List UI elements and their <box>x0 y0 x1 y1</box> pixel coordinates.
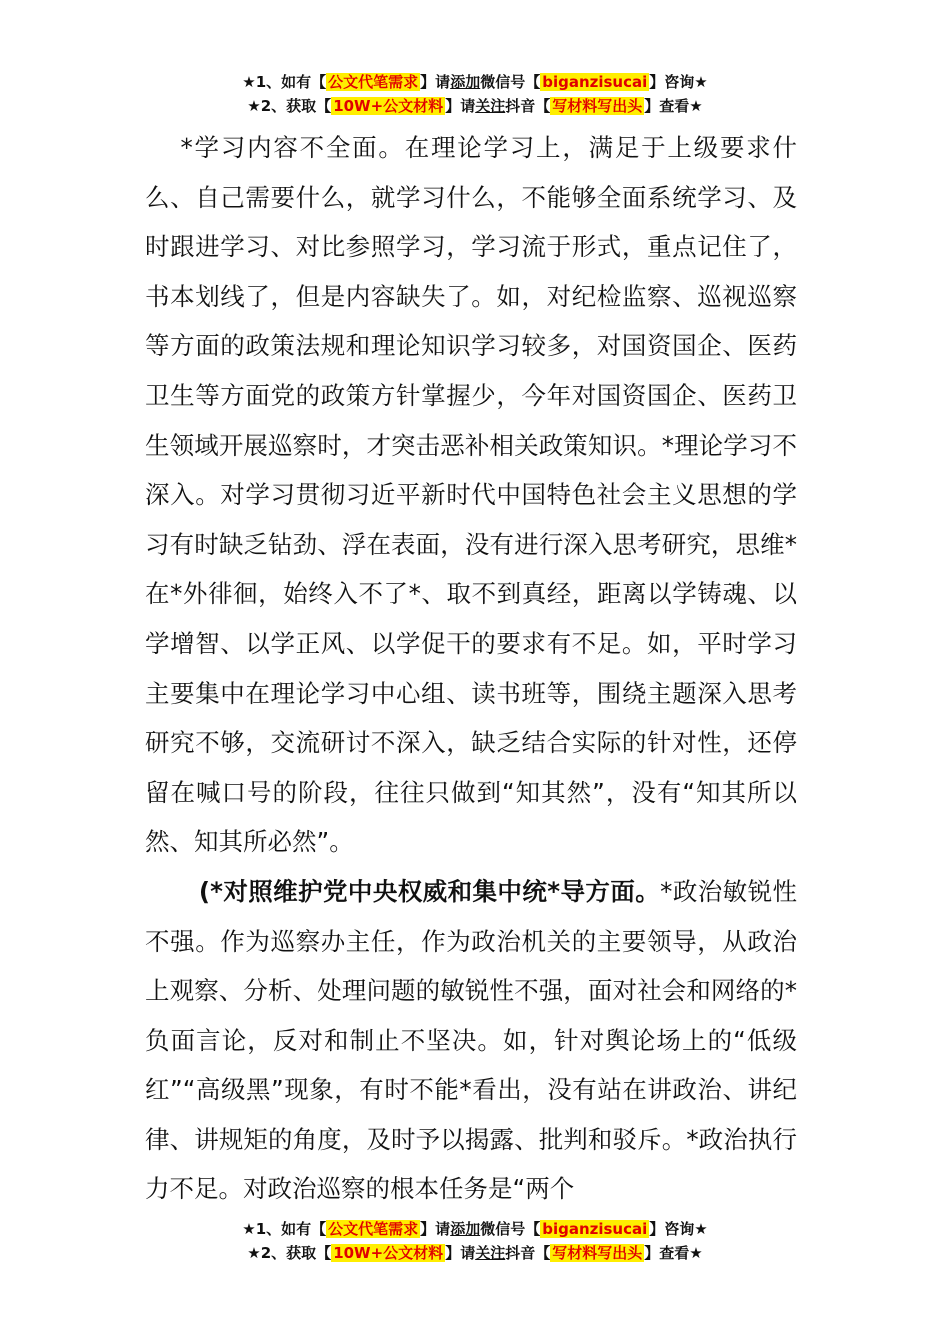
header-banner <box>0 70 950 118</box>
materials-highlight: 10W+公文材料 <box>333 1244 444 1262</box>
section-text: *政治敏锐性不强。作为巡察办主任，作为政治机关的主要领导，从政治上观察、分析、处理问题的敏锐性不强，面对社会和网络的*负面言论，反对和制止不坚决。如，针对舆论场上的“低级红”“高级黑”现象，有时不能*看出，没有站在讲政治、讲纪律、讲规矩的角度，及时予以揭露、批判和驳斥。*政治执行力不足。对政治巡察的根本任务是“两个 <box>145 876 797 1204</box>
paragraph-political-authority <box>145 867 797 1214</box>
wechat-id-highlight: biganzisucai <box>542 73 648 91</box>
header-banner-line-1: ★1、如有【 公文代笔需求 】请添加微信号【 biganzisucai 】咨询★ <box>242 73 708 91</box>
materials-highlight: 10W+公文材料 <box>333 97 444 115</box>
wechat-service-highlight: 公文代笔需求 <box>328 73 419 91</box>
document-body <box>145 123 797 1214</box>
paragraph-study-content: *学习内容不全面。在理论学习上，满足于上级要求什么、自己需要什么，就学习什么，不能够全面系统学习、及时跟进学习、对比参照学习，学习流于形式，重点记住了，书本划线了，但是内容缺失了。如，对纪检监察、巡视巡察等方面的政策法规和理论知识学习较多，对国资国企、医药卫生等方面党的政策方针掌握少，今年对国资国企、医药卫生领域开展巡察时，才突击恶补相关政策知识。*理论学习不深入。对学习贯彻习近平新时代中国特色社会主义思想的学习有时缺乏钻劲、浮在表面，没有进行深入思考研究，思维*在*外徘徊，始终入不了*、取不到真经，距离以学铸魂、以学增智、以学正风、以学促干的要求有不足。如，平时学习主要集中在理论学习中心组、读书班等，围绕主题深入思考研究不够，交流研讨不深入，缺乏结合实际的针对性，还停留在喊口号的阶段，往往只做到“知其然”，没有“知其所以然、知其所必然”。 <box>145 133 797 857</box>
header-banner-line-2: ★2、获取【 10W+公文材料 】请关注抖音【 写材料写出头 】查看★ <box>247 97 703 115</box>
section-heading: (*对照维护党中央权威和集中统*导方面。 <box>198 876 661 906</box>
wechat-id-highlight: biganzisucai <box>542 1220 648 1238</box>
footer-banner <box>0 1217 950 1265</box>
douyin-account-highlight: 写材料写出头 <box>552 1244 643 1262</box>
douyin-account-highlight: 写材料写出头 <box>552 97 643 115</box>
footer-banner-line-2: ★2、获取【 10W+公文材料 】请关注抖音【 写材料写出头 】查看★ <box>247 1244 703 1262</box>
wechat-service-highlight: 公文代笔需求 <box>328 1220 419 1238</box>
footer-banner-line-1: ★1、如有【 公文代笔需求 】请添加微信号【 biganzisucai 】咨询★ <box>242 1220 708 1238</box>
